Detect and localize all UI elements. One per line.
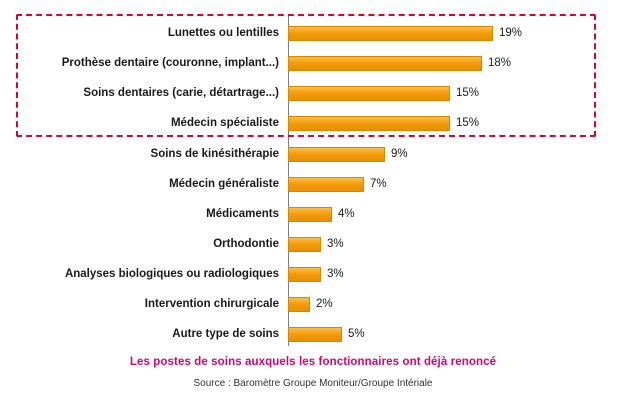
bar-value-label: 15% — [456, 117, 480, 129]
category-label: Orthodontie — [213, 237, 279, 250]
bar-value-label: 4% — [338, 208, 355, 220]
chart-footer — [0, 356, 626, 389]
bar-value-label: 9% — [391, 148, 408, 160]
bar-track — [288, 18, 626, 48]
bar-track — [288, 139, 626, 169]
bar-track — [288, 48, 626, 78]
category-label: Analyses biologiques ou radiologiques — [64, 267, 279, 280]
category-label: Prothèse dentaire (couronne, implant...) — [61, 56, 279, 69]
bar-value-label: 3% — [327, 238, 344, 250]
bar-track — [288, 259, 626, 289]
bar-track — [288, 319, 626, 349]
chart-source: Source : Baromètre Groupe Moniteur/Groupe Intériale — [193, 378, 433, 389]
bar-track — [288, 199, 626, 229]
bar-row — [0, 259, 626, 289]
bar-value-label: 19% — [499, 27, 523, 39]
category-label: Lunettes ou lentilles — [167, 26, 279, 39]
bar — [288, 267, 321, 282]
bar-value-label: 7% — [370, 178, 387, 190]
bar-value-label: 2% — [316, 298, 333, 310]
bar-track — [288, 169, 626, 199]
bar — [288, 297, 310, 312]
bar — [288, 327, 342, 342]
bar — [288, 237, 321, 252]
bar — [288, 86, 450, 101]
bar-row — [0, 169, 626, 199]
bar-row — [0, 139, 626, 169]
bar-row — [0, 108, 626, 138]
bar — [288, 177, 364, 192]
chart-title: Les postes de soins auxquels les fonctionnaires ont déjà renoncé — [129, 356, 497, 368]
bar-value-label: 5% — [348, 328, 365, 340]
category-label: Soins de kinésithérapie — [150, 147, 279, 160]
bar-row — [0, 229, 626, 259]
bar — [288, 147, 385, 162]
bar — [288, 116, 450, 131]
bar-row — [0, 289, 626, 319]
bar-value-label: 15% — [456, 87, 480, 99]
bar-track — [288, 229, 626, 259]
bar — [288, 26, 493, 41]
bar-value-label: 18% — [488, 57, 512, 69]
bar-track — [288, 108, 626, 138]
category-label: Médecin spécialiste — [170, 116, 279, 129]
category-label: Médicaments — [206, 207, 279, 220]
bar — [288, 207, 332, 222]
bar-track — [288, 78, 626, 108]
bar-value-label: 3% — [327, 268, 344, 280]
bar-row — [0, 18, 626, 48]
category-label: Intervention chirurgicale — [144, 297, 279, 310]
bar-row — [0, 199, 626, 229]
bar — [288, 56, 482, 71]
category-label: Soins dentaires (carie, détartrage...) — [83, 86, 279, 99]
bar-row — [0, 78, 626, 108]
bar-row — [0, 48, 626, 78]
category-label: Autre type de soins — [172, 327, 279, 340]
bar-track — [288, 289, 626, 319]
bar-row — [0, 319, 626, 349]
category-label: Médecin généraliste — [169, 177, 279, 190]
